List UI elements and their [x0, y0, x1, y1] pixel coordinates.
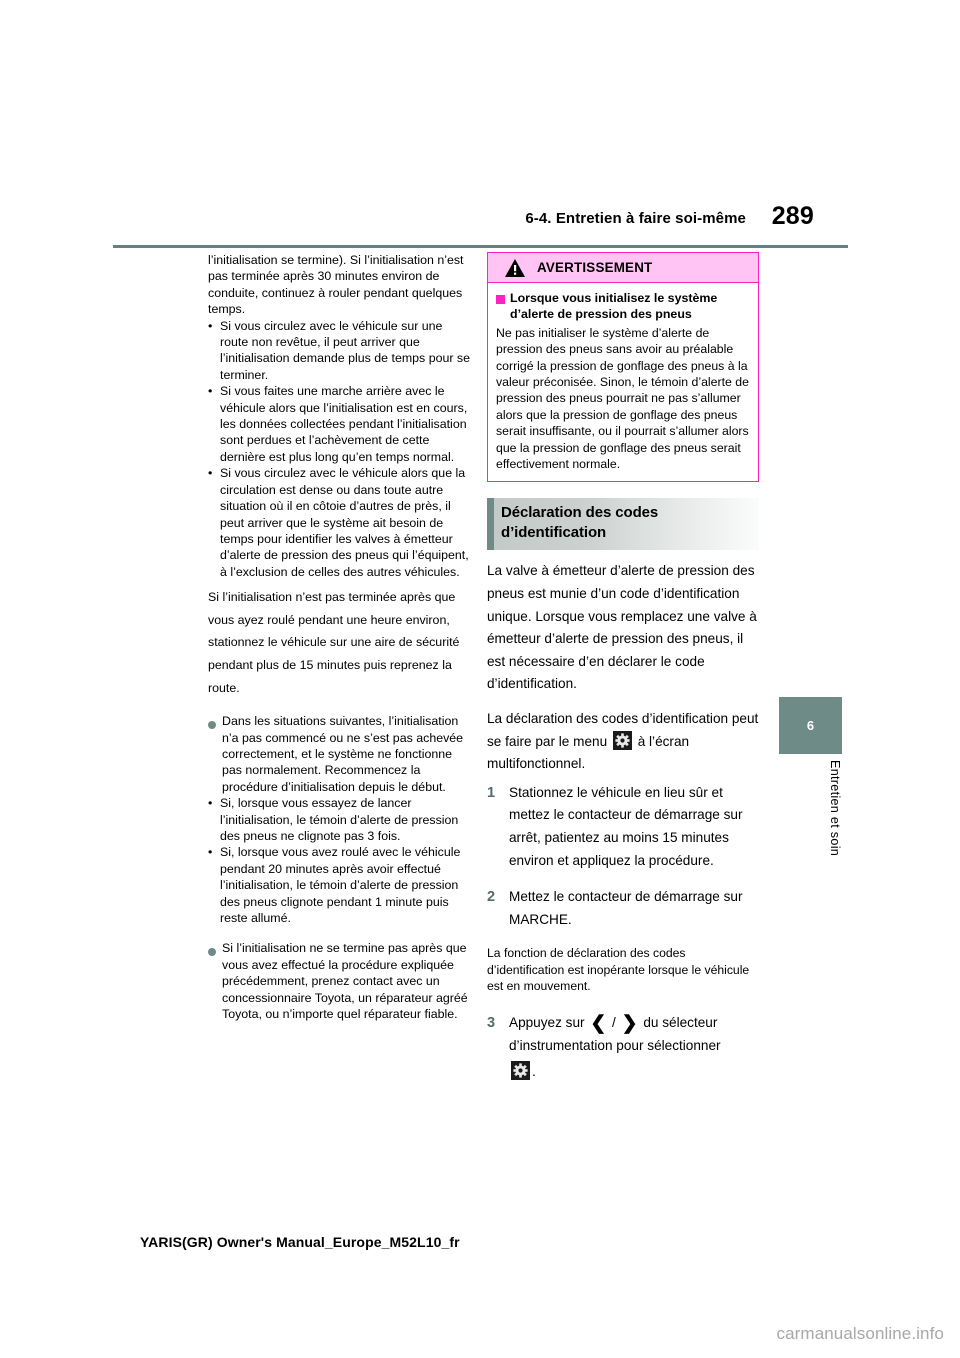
section-note: La fonction de déclaration des codes d’identification est inopérante lorsque le véhicule est en mouvement.	[487, 946, 750, 993]
warning-triangle-icon	[504, 258, 526, 278]
step3-text-before: Appuyez sur	[509, 1015, 585, 1031]
step3-separator: /	[612, 1015, 616, 1031]
section-paragraph-two-before: La déclaration des codes d’identification peut se faire par le menu	[487, 711, 759, 749]
bullet-marker: •	[208, 466, 213, 481]
step3-trailing-period: .	[532, 1064, 536, 1080]
note-item-text: Si l’initialisation ne se termine pas après que vous avez effectué la procédure expliquée précédemment, prenez contact avec un concessionnaire Toyota, un réparateur agréé Toyota, ou n’importe quel réparateur fiable.	[222, 941, 468, 1021]
warning-box	[487, 252, 759, 482]
section-heading	[487, 498, 759, 550]
gear-icon	[613, 731, 632, 750]
warning-subtitle-row	[496, 290, 749, 323]
step-text	[509, 1012, 759, 1084]
list-item-text: Si vous circulez avec le véhicule alors que la circulation est dense ou dans toute autre situation où il en côtoie d’autres de près, il peut arriver que le système ait besoin de temps pour identifier les valves à émetteur d’alerte de pression des pneus qui l’équipent, à l’exclusion de celles des autres véhicules.	[220, 466, 469, 579]
warning-subtitle: Lorsque vous initialisez le système d’alerte de pression des pneus	[510, 291, 718, 322]
round-bullet-icon	[208, 940, 222, 1022]
gear-icon	[511, 1061, 530, 1080]
intro-paragraph: l’initialisation se termine). Si l’initialisation n’est pas terminée après 30 minutes environ de conduite, continuez à rouler pendant quelques temps.	[208, 253, 464, 317]
chapter-tab-number: 6	[806, 718, 815, 733]
list-item-text: Si vous faites une marche arrière avec le véhicule alors que l’initialisation est en cours, les données collectées pendant l’initialisation sont perdues et l’achèvement de cette dernière est plus long qu’en temps normal.	[220, 384, 468, 464]
round-bullet-icon	[208, 713, 222, 795]
section-heading-title: Déclaration des codes d’identification	[501, 504, 659, 542]
document-code: YARIS(GR) Owner's Manual_Europe_M52L10_fr	[140, 1234, 460, 1250]
list-item-text: Si, lorsque vous essayez de lancer l’initialisation, le témoin d’alerte de pression des pneus ne clignote pas 3 fois.	[220, 796, 459, 843]
list-item	[208, 318, 474, 384]
step-text: Stationnez le véhicule en lieu sûr et mettez le contacteur de démarrage sur arrêt, patientez au moins 15 minutes environ et appliquez la procédure.	[509, 784, 743, 868]
note-item	[208, 713, 474, 795]
step-text: Mettez le contacteur de démarrage sur MARCHE.	[509, 889, 743, 927]
bullet-marker: •	[208, 845, 213, 860]
step-item	[487, 886, 759, 931]
paragraph-two: Si l’initialisation n’est pas terminée après que vous ayez roulé pendant une heure environ, stationnez le véhicule sur une aire de sécurité pendant plus de 15 minutes puis reprenez la route.	[208, 590, 460, 695]
header-divider-rule	[113, 245, 848, 248]
warning-body-text: Ne pas initialiser le système d’alerte de pression des pneus sans avoir au préalable corrigé la pression de gonflage des pneus à la valeur préconisée. Sinon, le témoin d’alerte de pression des pneus pourrait ne pas s’allumer alors que la pression de gonflage des pneus serait insuffisante, ou il pourrait s’allumer alors que la pression de gonflage des pneus serait effectivement normale.	[496, 325, 749, 472]
chevron-left-icon: ❮	[590, 1013, 607, 1035]
chapter-tab	[779, 697, 842, 754]
section-paragraph-two	[487, 708, 759, 776]
watermark: carmanualsonline.info	[776, 1324, 944, 1343]
list-item-text: Si, lorsque vous avez roulé avec le véhicule pendant 20 minutes après avoir effectué l’initialisation, le témoin d’alerte de pression des pneus clignote pendant 1 minute puis reste allumé.	[220, 845, 461, 925]
page-header	[0, 202, 960, 250]
step-number: 2	[487, 889, 496, 906]
note-item-text: Dans les situations suivantes, l’initialisation n’a pas commencé ou ne s’est pas achevée correctement, et le système ne fonctionne pas normalement. Recommencez la procédure d’initialisation depuis le début.	[222, 714, 464, 794]
section-paragraph-one: La valve à émetteur d’alerte de pression des pneus est munie d’un code d’identification unique. Lorsque vous remplacez une valve à émetteur d’alerte de pression des pneus, il est nécessaire d’en déclarer le code d’identification.	[487, 563, 757, 692]
note-item	[208, 940, 474, 1022]
bullet-marker: •	[208, 318, 213, 333]
right-column	[487, 252, 759, 1084]
list-item	[208, 795, 474, 844]
chevron-right-icon: ❯	[621, 1013, 638, 1035]
left-column	[208, 252, 474, 1022]
chapter-tab-label: Entretien et soin	[828, 760, 842, 857]
page-number: 289	[771, 202, 814, 230]
list-item	[208, 465, 474, 580]
warning-box-header	[488, 253, 758, 283]
bullet-marker: •	[208, 384, 213, 399]
square-bullet-icon	[496, 290, 510, 323]
step-item	[487, 1012, 759, 1084]
list-item	[208, 383, 474, 465]
step-item	[487, 782, 759, 872]
list-item-text: Si vous circulez avec le véhicule sur une route non revêtue, il peut arriver que l’initialisation demande plus de temps pour se terminer.	[220, 318, 471, 382]
list-item	[208, 844, 474, 926]
warning-box-body	[488, 283, 758, 481]
warning-box-title: AVERTISSEMENT	[537, 260, 653, 275]
section-paragraph-two-after: à l’écran multifonctionnel.	[487, 733, 690, 772]
step-number: 1	[487, 784, 496, 801]
header-section-title: 6-4. Entretien à faire soi-même	[525, 210, 746, 227]
step-number: 3	[487, 1015, 496, 1032]
step3-text-after: du sélecteur d’instrumentation pour sélectionner	[509, 1015, 721, 1053]
bullet-marker: •	[208, 796, 213, 811]
